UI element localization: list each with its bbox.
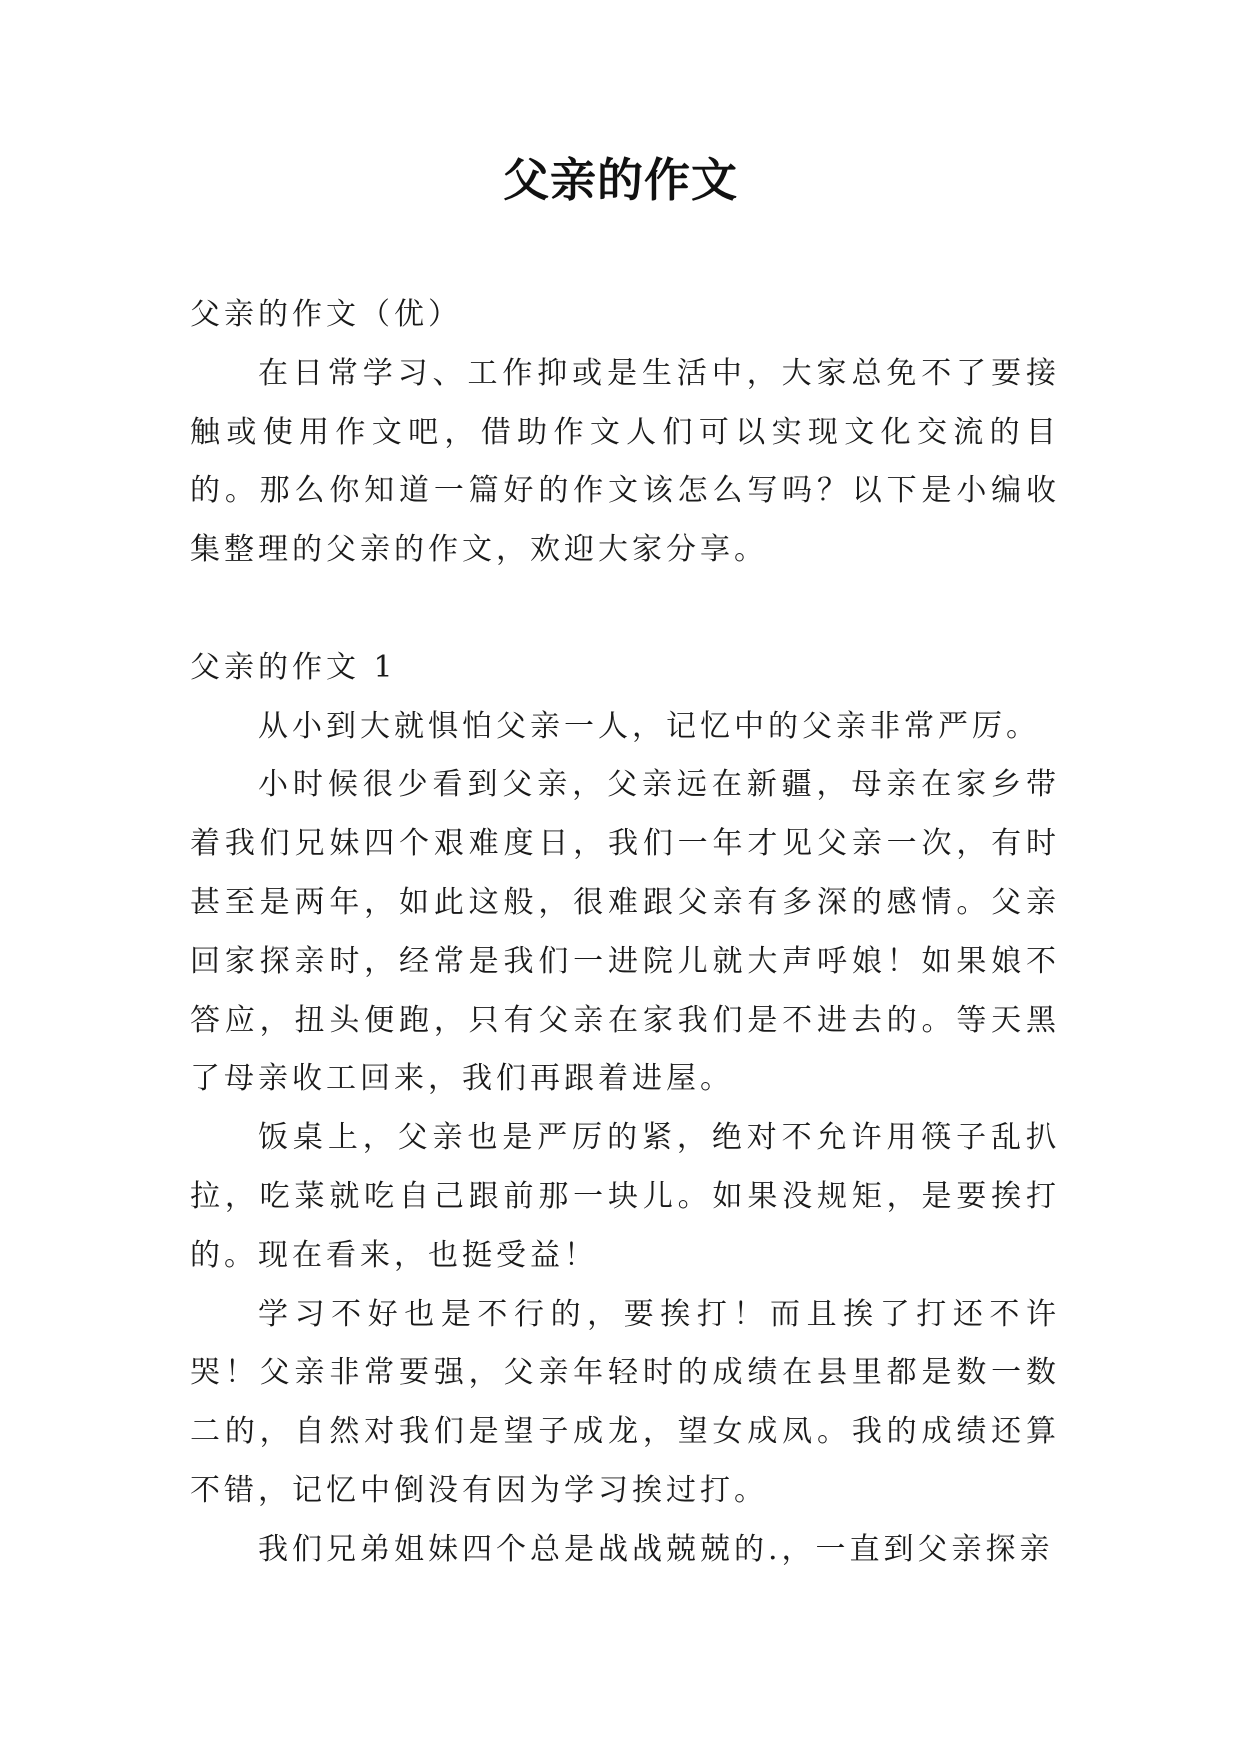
intro-paragraph: 在日常学习、工作抑或是生活中，大家总免不了要接触或使用作文吧，借助作文人们可以实现文化交流的目的。那么你知道一篇好的作文该怎么写吗？以下是小编收集整理的父亲的作文，欢迎大家分享。 [190,355,1060,568]
intro-heading: 父亲的作文（优） [190,297,462,332]
document-body [190,286,1060,1580]
body-paragraph: 从小到大就惧怕父亲一人，记忆中的父亲非常严厉。 [258,708,1040,744]
document-title: 父亲的作文 [503,153,738,207]
body-paragraph: 饭桌上，父亲也是严厉的紧，绝对不允许用筷子乱扒拉，吃菜就吃自己跟前那一块儿。如果没规矩，是要挨打的。现在看来，也挺受益！ [190,1120,1060,1273]
body-paragraph: 我们兄弟姐妹四个总是战战兢兢的.，一直到父亲探亲 [258,1531,1054,1567]
section-spacer [190,580,1060,639]
body-paragraph: 学习不好也是不行的，要挨打！而且挨了打还不许哭！父亲非常要强，父亲年轻时的成绩在县里都是数一数二的，自然对我们是望子成龙，望女成凤。我的成绩还算不错，记忆中倒没有因为学习挨过打。 [190,1296,1060,1508]
body-paragraph: 小时候很少看到父亲，父亲远在新疆，母亲在家乡带着我们兄妹四个艰难度日，我们一年才见父亲一次，有时甚至是两年，如此这般，很难跟父亲有多深的感情。父亲回家探亲时，经常是我们一进院儿就大声呼娘！如果娘不答应，扭头便跑，只有父亲在家我们是不进去的。等天黑了母亲收工回来，我们再跟着进屋。 [190,767,1060,1097]
section-heading: 父亲的作文 1 [190,649,397,685]
